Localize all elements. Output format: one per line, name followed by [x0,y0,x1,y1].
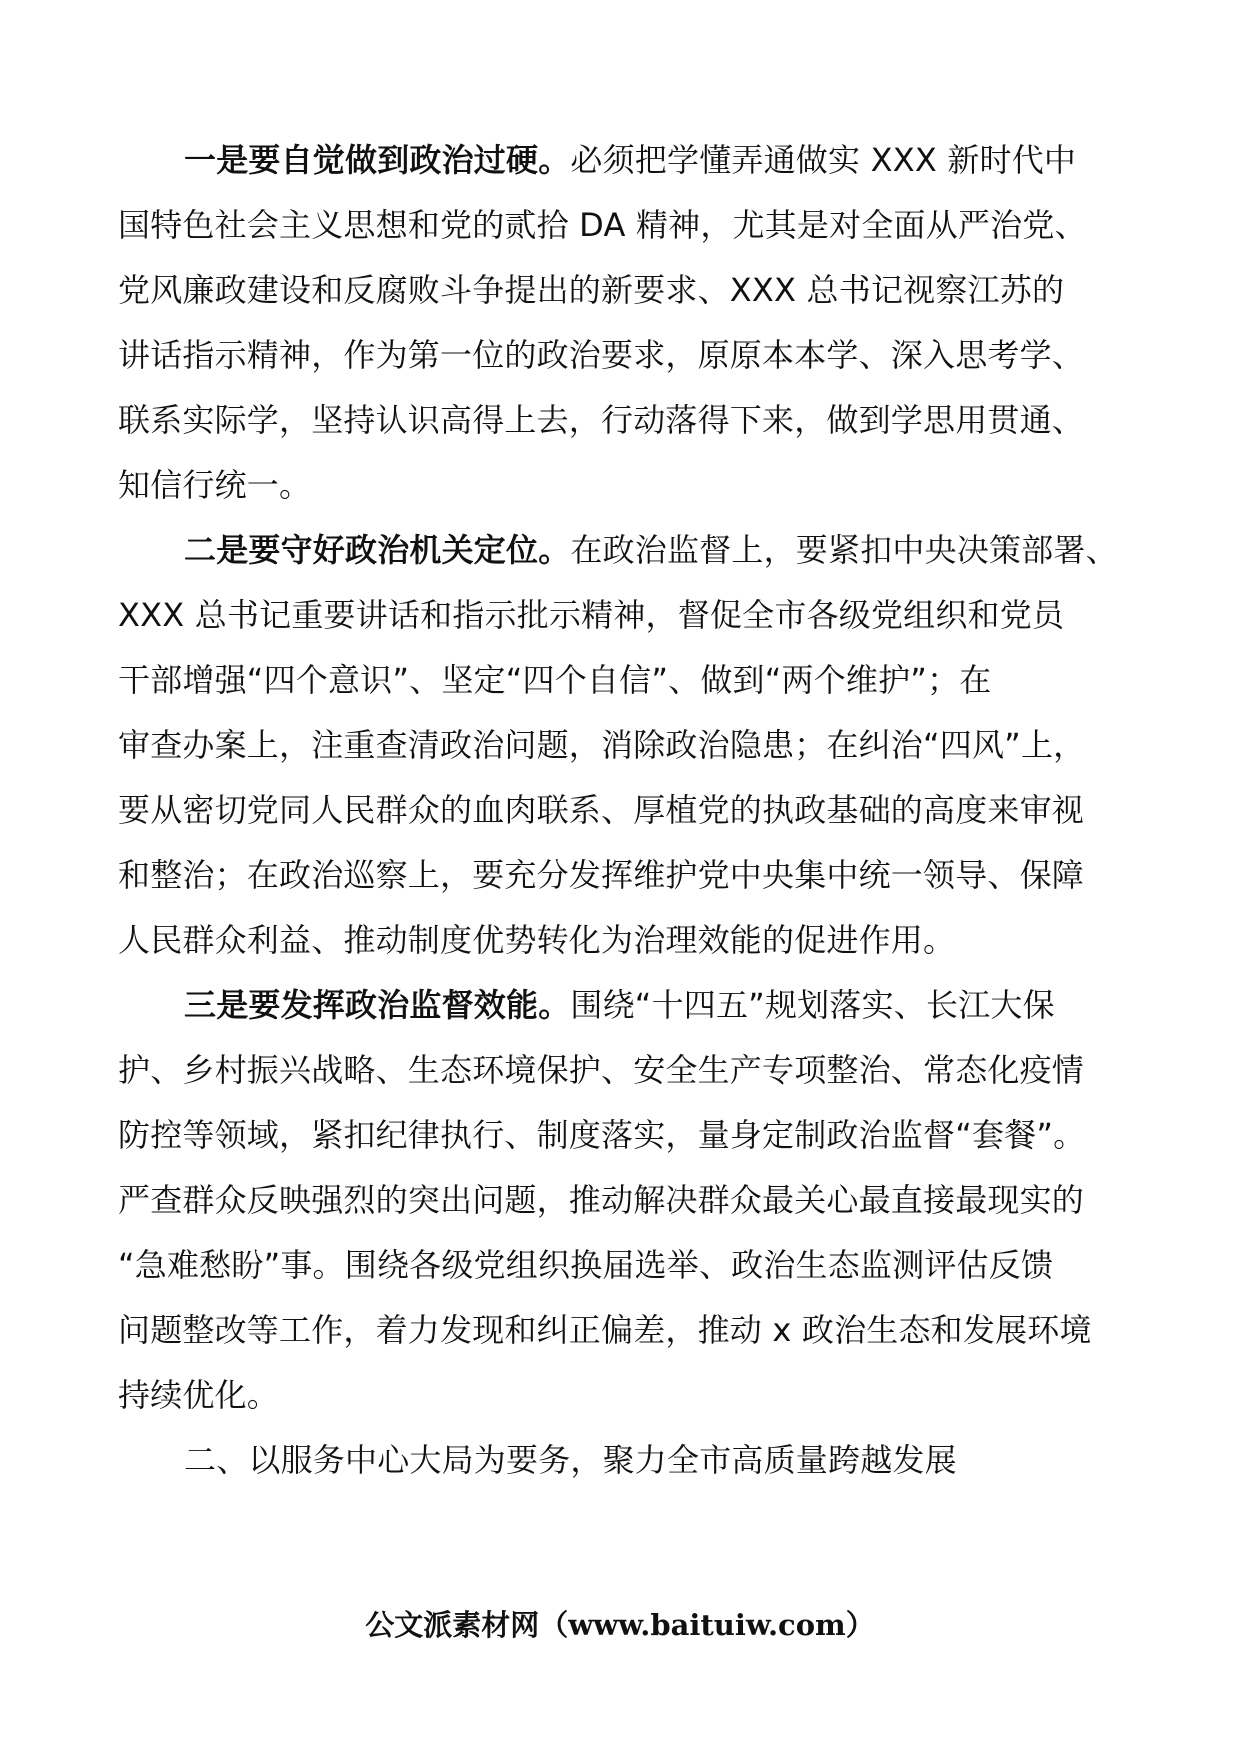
paragraph-line: 联系实际学，坚持认识高得上去，行动落得下来，做到学思用贯通、 [118,401,1085,439]
footer-source: 公文派素材网（www.baituiw.com） [365,1608,875,1642]
paragraph-line: 问题整改等工作，着力发现和纠正偏差，推动 x 政治生态和发展环境 [118,1311,1092,1349]
paragraph-text: 在政治监督上，要紧扣中央决策部署、 [570,531,1118,569]
document-body [118,128,1158,1493]
paragraph-lead: 二是要守好政治机关定位。 [184,531,571,569]
paragraph-line: 知信行统一。 [118,466,312,504]
paragraph-line: 国特色社会主义思想和党的贰拾 DA 精神，尤其是对全面从严治党、 [118,206,1087,244]
paragraph-text: 围绕“十四五”规划落实、长江大保 [570,986,1055,1024]
paragraph-lead: 一是要自觉做到政治过硬。 [184,141,571,179]
paragraph-first-line [118,128,1158,193]
paragraph-line: 要从密切党同人民群众的血肉联系、厚植党的执政基础的高度来审视 [118,791,1085,829]
paragraph-political-hardness [118,128,1158,518]
paragraph-line: 防控等领域，紧扣纪律执行、制度落实，量身定制政治监督“套餐”。 [118,1116,1086,1154]
paragraph-line: 党风廉政建设和反腐败斗争提出的新要求、XXX 总书记视察江苏的 [118,271,1065,309]
paragraph-line: 严查群众反映强烈的突出问题，推动解决群众最关心最直接最现实的 [118,1181,1085,1219]
paragraph-first-line [118,518,1158,583]
paragraph-line: 护、乡村振兴战略、生态环境保护、安全生产专项整治、常态化疫情 [118,1051,1085,1089]
paragraph-line: 持续优化。 [118,1376,280,1414]
paragraph-line: 审查办案上，注重查清政治问题，消除政治隐患；在纠治“四风”上， [118,726,1086,764]
paragraph-line: “急难愁盼”事。围绕各级党组织换届选举、政治生态监测评估反馈 [118,1246,1054,1284]
section-heading: 二、以服务中心大局为要务，聚力全市高质量跨越发展 [184,1441,957,1479]
paragraph-supervision-efficiency [118,973,1158,1428]
paragraph-line: 和整治；在政治巡察上，要充分发挥维护党中央集中统一领导、保障 [118,856,1085,894]
paragraph-text: 必须把学懂弄通做实 XXX 新时代中 [570,141,1077,179]
paragraph-line: 人民群众利益、推动制度优势转化为治理效能的促进作用。 [118,921,956,959]
paragraph-lead: 三是要发挥政治监督效能。 [184,986,571,1024]
paragraph-line: 干部增强“四个意识”、坚定“四个自信”、做到“两个维护”；在 [118,661,992,699]
paragraph-first-line [118,973,1158,1038]
paragraph-line: 讲话指示精神，作为第一位的政治要求，原原本本学、深入思考学、 [118,336,1085,374]
paragraph-line: XXX 总书记重要讲话和指示批示精神，督促全市各级党组织和党员 [118,596,1065,634]
paragraph-political-organ [118,518,1158,973]
